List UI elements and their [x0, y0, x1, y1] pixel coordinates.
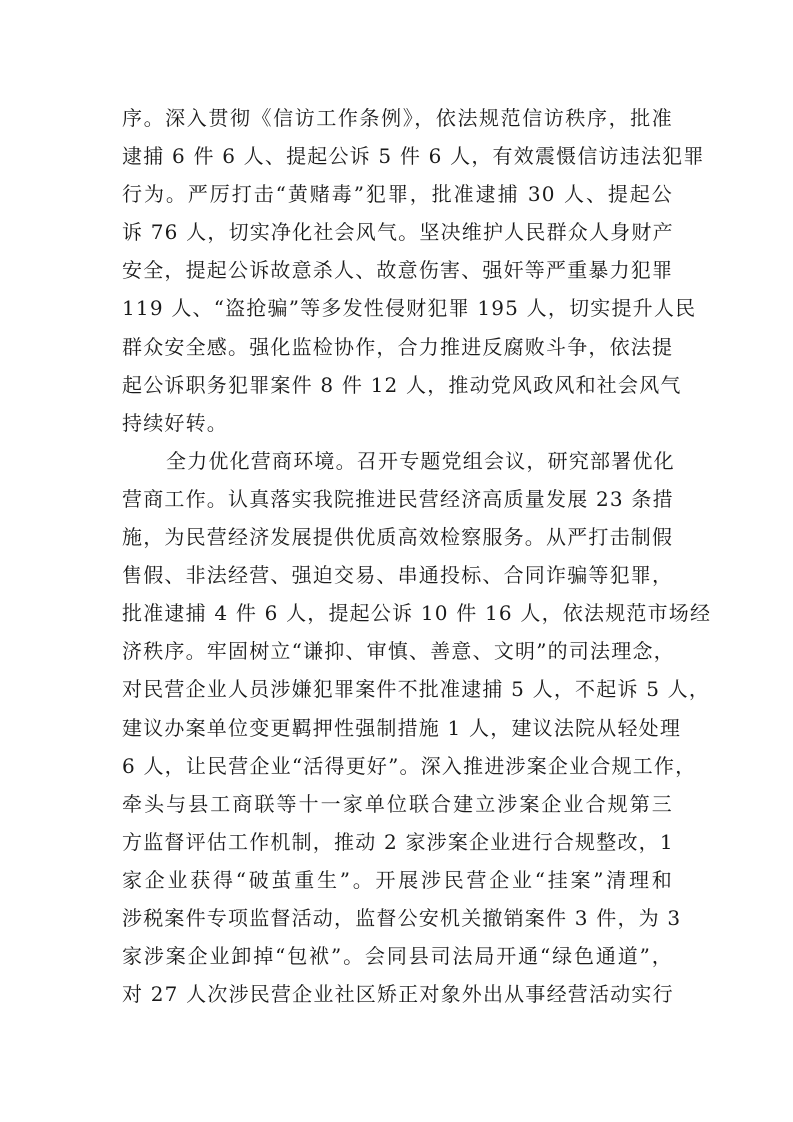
paragraph-public-order [122, 99, 705, 442]
text-line: 批准逮捕 4 件 6 人，提起公诉 10 件 16 人，依法规范市场经 [122, 601, 712, 626]
text-line: 济秩序。牢固树立“谦抑、审慎、善意、文明”的司法理念， [122, 639, 675, 664]
text-line: 家涉案企业卸掉“包袱”。会同县司法局开通“绿色通道”， [122, 944, 673, 969]
text-line: 持续好转。 [122, 410, 228, 435]
text-line: 行为。严厉打击“黄赌毒”犯罪，批准逮捕 30 人、提起公 [122, 182, 673, 207]
text-line: 逮捕 6 件 6 人、提起公诉 5 件 6 人，有效震慑信访违法犯罪 [122, 144, 705, 169]
text-line: 序。深入贯彻《信访工作条例》，依法规范信访秩序，批准 [122, 106, 673, 130]
text-line: 6 人，让民营企业“活得更好”。深入推进涉案企业合规工作， [122, 753, 697, 778]
document-body [122, 99, 712, 1013]
text-line: 建议办案单位变更羁押性强制措施 1 人，建议法院从轻处理 [122, 715, 682, 740]
text-line: 方监督评估工作机制，推动 2 家涉案企业进行合规整改，1 [122, 829, 674, 854]
text-line: 牵头与县工商联等十一家单位联合建立涉案企业合规第三 [122, 791, 673, 816]
text-line: 群众安全感。强化监检协作，合力推进反腐败斗争，依法提 [122, 334, 674, 359]
text-line: 诉 76 人，切实净化社会风气。坚决维护人民群众人身财产 [122, 220, 674, 245]
paragraph-business-environment [122, 442, 712, 1013]
text-line: 起公诉职务犯罪案件 8 件 12 人，推动党风政风和社会风气 [122, 372, 682, 397]
text-line: 对 27 人次涉民营企业社区矫正对象外出从事经营活动实行 [122, 982, 674, 1007]
text-line: 施，为民营经济发展提供优质高效检察服务。从严打击制假 [122, 525, 674, 550]
text-line: 对民营企业人员涉嫌犯罪案件不批准逮捕 5 人，不起诉 5 人， [122, 677, 711, 702]
text-line: 家企业获得“破茧重生”。开展涉民营企业“挂案”清理和 [122, 867, 673, 892]
text-line: 营商工作。认真落实我院推进民营经济高质量发展 23 条措 [122, 486, 674, 511]
text-line: 售假、非法经营、强迫交易、串通投标、合同诈骗等犯罪， [122, 563, 674, 588]
text-line-first-indented: 全力优化营商环境。召开专题党组会议，研究部署优化 [166, 448, 675, 473]
text-line: 安全，提起公诉故意杀人、故意伤害、强奸等严重暴力犯罪 [122, 258, 674, 283]
text-line: 涉税案件专项监督活动，监督公安机关撤销案件 3 件，为 3 [122, 905, 682, 930]
text-line: 119 人、“盗抢骗”等多发性侵财犯罪 195 人，切实提升人民 [122, 296, 697, 321]
